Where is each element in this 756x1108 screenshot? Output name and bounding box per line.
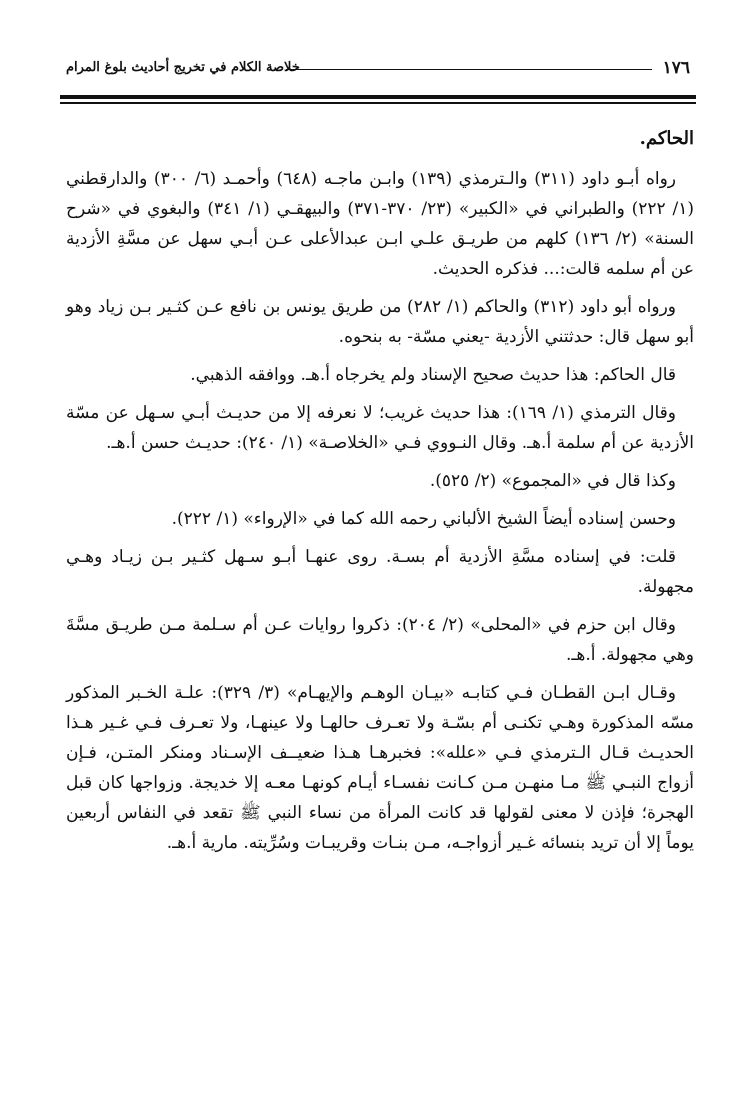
paragraph-opening: الحاكم. <box>639 128 694 149</box>
paragraph: قال الحاكم: هذا حديث صحيح الإسناد ولم يخرجاه أ.هـ. ووافقه الذهبي. <box>190 365 676 385</box>
paragraph: وقال الترمذي (١/ ١٦٩): هذا حديث غريب؛ لا نعرفه إلا من حديـث أبـي سـهل عن مسّة الأزدية عن أم سلمة أ.هـ. وقال النـووي فـي «الخلاصـة» (١/ ٢٤٠): حديـث حسن أ.هـ. <box>66 403 694 453</box>
header-rule-thick <box>60 95 696 99</box>
header-divider <box>286 69 652 70</box>
paragraph: رواه أبـو داود (٣١١) والـترمذي (١٣٩) وابـن ماجـه (٦٤٨) وأحمـد (٦/ ٣٠٠) والدارقطني (١/ ٢٢٢) والطبراني في «الكبير» (٢٣/ ٣٧٠-٣٧١) والبيهقـي (١/ ٣٤١) والبغوي في «شرح السنة» (٢/ ١٣٦) كلهم من طريـق علـي ابـن عبدالأعلى عـن أبـي سهل عن مسَّةِ الأزدية عن أم سلمه قالت:... فذكره الحديث. <box>66 169 695 279</box>
running-header <box>60 58 696 82</box>
paragraph: ورواه أبو داود (٣١٢) والحاكم (١/ ٢٨٢) من طريق يونس بن نافع عـن كثـير بـن زياد وهو أبو سهل قال: حدثتني الأزدية -يعني مسّة- به بنحوه. <box>66 297 694 347</box>
page-body <box>66 124 694 866</box>
book-title: خلاصة الكلام في تخريج أحاديث بلوغ المرام <box>66 60 300 75</box>
page-number: ١٧٦ <box>662 58 690 78</box>
paragraph: قلت: في إسناده مسَّةِ الأزدية أم بسـة. روى عنهـا أبـو سـهل كثـير بـن زيـاد وهـي مجهولة. <box>66 547 694 597</box>
paragraph: وقال ابن حزم في «المحلى» (٢/ ٢٠٤): ذكروا روايات عـن أم سـلمة مـن طريـق مسَّةَ وهي مجهولة. أ.هـ. <box>66 615 694 665</box>
paragraph: وحسن إسناده أيضاً الشيخ الألباني رحمه الله كما في «الإرواء» (١/ ٢٢٢). <box>171 509 676 529</box>
header-rule-thin <box>60 102 696 104</box>
paragraph: وقـال ابـن القطـان فـي كتابـه «بيـان الوهـم والإيهـام» (٣/ ٣٢٩): علـة الخـبر المذكور مسّه المذكورة وهـي تكنـى أم بسّـة ولا تعـرف حالهـا ولا عينهـا، ولا تعـرف فـي غـير هـذا الحديـث قـال الـترمذي فـي «علله»: فخبرهـا هـذا ضعيــف الإسـناد ومنكر المتـن، فـإن أزواج النبـي ﷺ مـا منهـن مـن كـانت نفسـاء أيـام كونهـا معـه إلا خديجة. وزواجها كان قبل الهجرة؛ فإذن لا معنى لقولها قد كانت المرأة من نساء النبي ﷺ تقعد في النفاس أربعين يوماً إلا أن تريد بنسائه غـير أزواجـه، مـن بنـات وقريبـات وسُرِّيته. مارية أ.هـ. <box>66 683 694 853</box>
paragraph: وكذا قال في «المجموع» (٢/ ٥٢٥). <box>429 471 676 491</box>
